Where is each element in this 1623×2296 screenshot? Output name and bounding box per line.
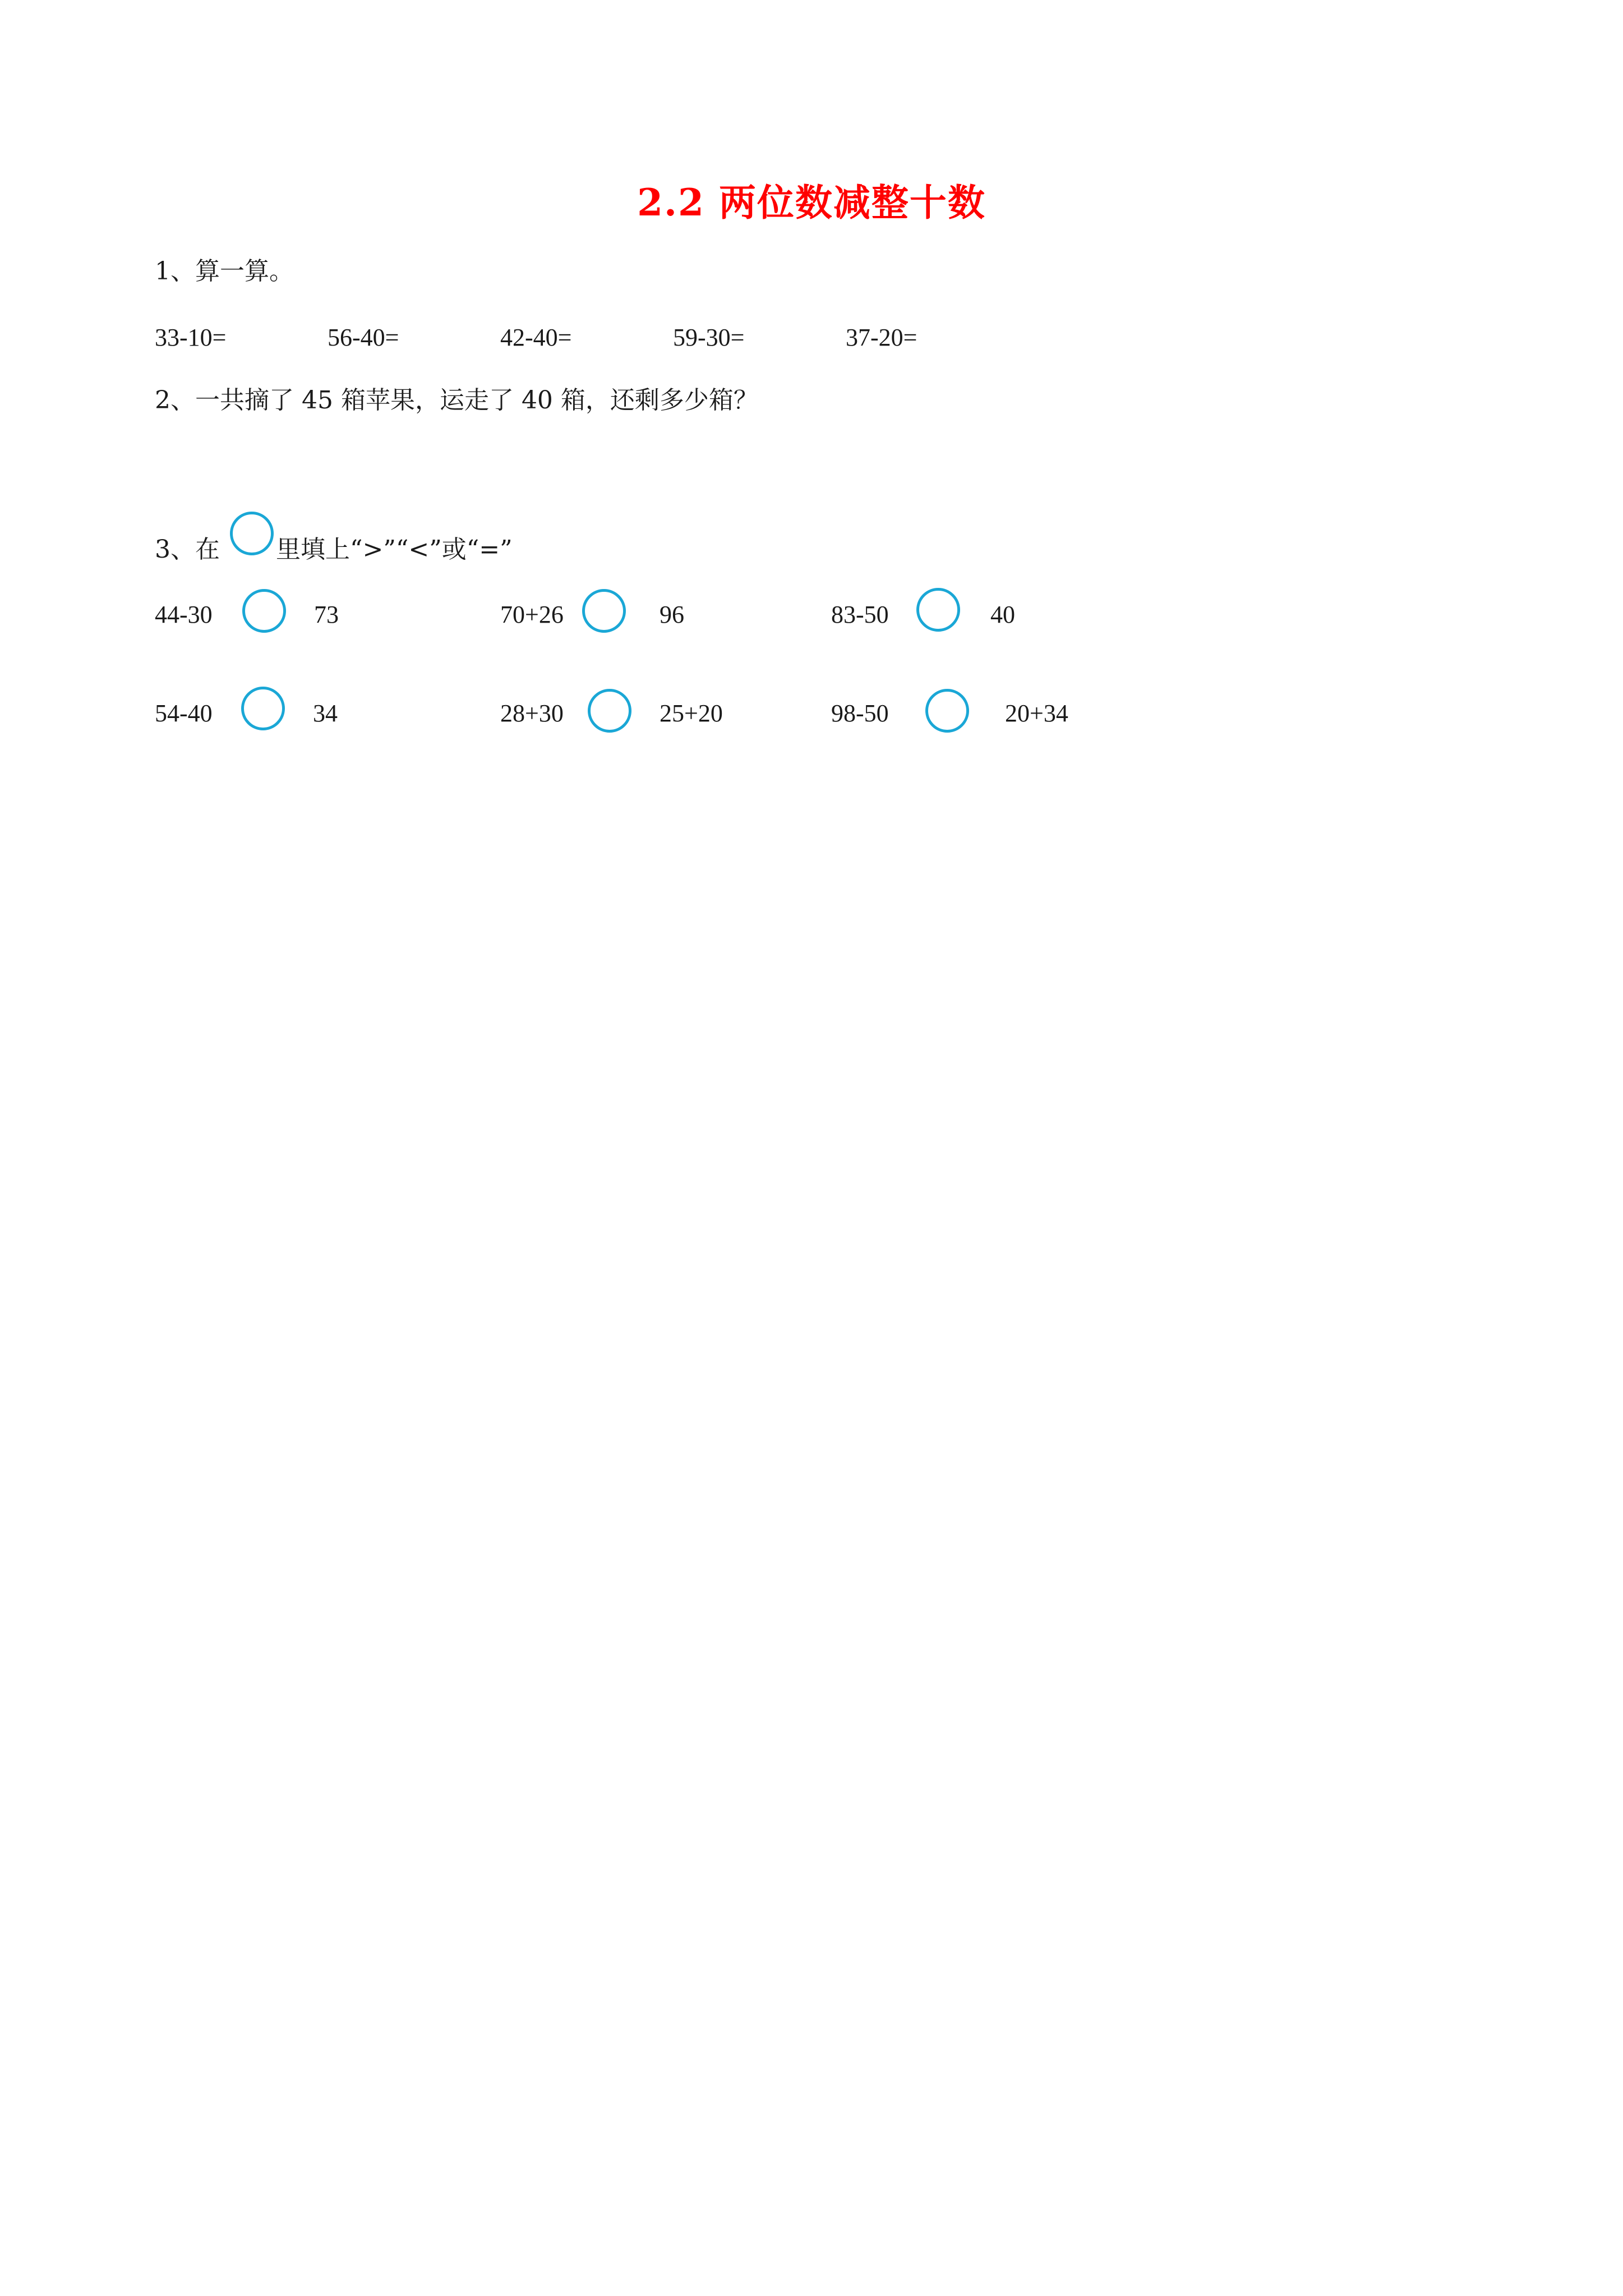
compare-left: 98-50 bbox=[831, 700, 889, 727]
compare-right: 73 bbox=[314, 601, 339, 628]
compare-left: 44-30 bbox=[155, 601, 213, 628]
compare-right: 96 bbox=[660, 601, 684, 628]
compare-answer-circle[interactable] bbox=[241, 687, 285, 730]
compare-left: 28+30 bbox=[500, 700, 564, 727]
compare-answer-circle[interactable] bbox=[925, 689, 969, 733]
compare-right: 25+20 bbox=[660, 700, 723, 727]
page-title: 2.2 两位数减整十数 bbox=[637, 181, 986, 224]
q1-item: 42-40= bbox=[500, 324, 572, 351]
q1-item: 56-40= bbox=[328, 324, 399, 351]
q3-heading-suffix: 里填上“>”“<”或“=” bbox=[276, 535, 513, 564]
compare-answer-circle[interactable] bbox=[582, 589, 626, 633]
compare-right: 20+34 bbox=[1005, 700, 1068, 727]
compare-left: 70+26 bbox=[500, 601, 564, 628]
q1-heading: 1、算一算。 bbox=[155, 257, 294, 286]
compare-answer-circle[interactable] bbox=[588, 689, 631, 733]
answer-circle-icon bbox=[230, 512, 274, 555]
compare-right: 40 bbox=[990, 601, 1015, 628]
q1-item: 33-10= bbox=[155, 324, 227, 351]
q3-heading-prefix: 3、在 bbox=[155, 535, 220, 564]
compare-answer-circle[interactable] bbox=[916, 588, 960, 632]
q2-text: 2、一共摘了 45 箱苹果，运走了 40 箱，还剩多少箱？ bbox=[155, 386, 758, 415]
compare-answer-circle[interactable] bbox=[242, 589, 286, 633]
q1-item: 37-20= bbox=[846, 324, 917, 351]
compare-right: 34 bbox=[313, 700, 338, 727]
compare-left: 54-40 bbox=[155, 700, 213, 727]
q1-item: 59-30= bbox=[673, 324, 745, 351]
compare-left: 83-50 bbox=[831, 601, 889, 628]
